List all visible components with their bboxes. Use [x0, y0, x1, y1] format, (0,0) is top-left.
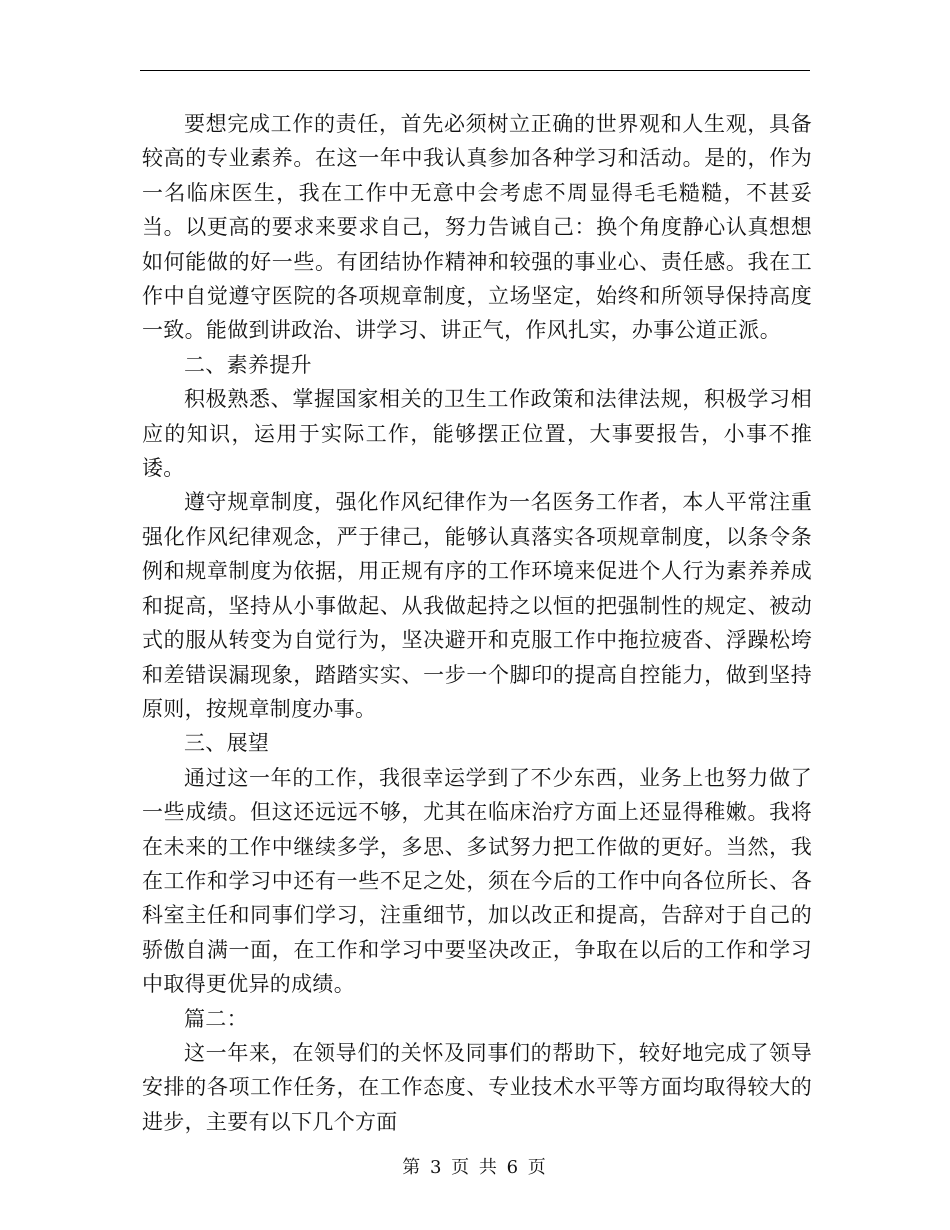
paragraph-policy: 积极熟悉、掌握国家相关的卫生工作政策和法律法规，积极学习相应的知识，运用于实际工作，能够摆正位置，大事要报告，小事不推诿。: [142, 387, 812, 481]
paragraph-outlook: 通过这一年的工作，我很幸运学到了不少东西，业务上也努力做了一些成绩。但这还远远不够，尤其在临床治疗方面上还显得稚嫩。我将在未来的工作中继续多学，多思、多试努力把工作做的更好。当然，我在工作和学习中还有一些不足之处，须在今后的工作中向各位所长、各科室主任和同事们学习，注重细节，加以改正和提高，告辞对于自己的骄傲自满一面，在工作和学习中要坚决改正，争取在以后的工作和学习中取得更优异的成绩。: [142, 765, 812, 997]
footer-middle: 页 共: [451, 1157, 499, 1178]
document-body: [142, 107, 812, 1139]
header-rule: [140, 70, 810, 71]
paragraph-discipline: 遵守规章制度，强化作风纪律作为一名医务工作者，本人平常注重强化作风纪律观念，严于律己，能够认真落实各项规章制度，以条令条例和规章制度为依据，用正规有序的工作环境来促进个人行为素养养成和捉高，坚持从小事做起、从我做起持之以恒的把强制性的规定、被动式的服从转变为自觉行为，坚决避开和克服工作中拖拉疲沓、浮躁松垮和差错误漏现象，踏踏实实、一步一个脚印的提高自控能力，做到坚持原则，按规章制度办事。: [142, 490, 812, 721]
section-heading-part-two: 篇二：: [184, 1006, 248, 1031]
footer-suffix: 页: [527, 1157, 548, 1178]
page-footer: [0, 1153, 950, 1179]
paragraph-part-two: 这一年来，在领导们的关怀及同事们的帮助下，较好地完成了领导安排的各项工作任务，在工作态度、专业技术水平等方面均取得较大的进步，主要有以下几个方面: [142, 1040, 812, 1134]
section-heading-outlook: 三、展望: [184, 731, 270, 756]
paragraph-responsibility: 要想完成工作的责任，首先必须树立正确的世界观和人生观，具备较高的专业素养。在这一年中我认真参加各种学习和活动。是的，作为一名临床医生，我在工作中无意中会考虑不周显得毛毛糙糙，不甚妥当。以更高的要求来要求自己，努力告诫自己：换个角度静心认真想想如何能做的好一些。有团结协作精神和较强的事业心、责任感。我在工作中自觉遵守医院的各项规章制度，立场坚定，始终和所领导保持高度一致。能做到讲政治、讲学习、讲正气，作风扎实，办事公道正派。: [142, 112, 812, 343]
footer-page-number: 3: [429, 1157, 444, 1178]
section-heading-quality: 二、素养提升: [184, 352, 312, 377]
footer-prefix: 第: [402, 1157, 423, 1178]
footer-total-pages: 6: [506, 1157, 521, 1178]
